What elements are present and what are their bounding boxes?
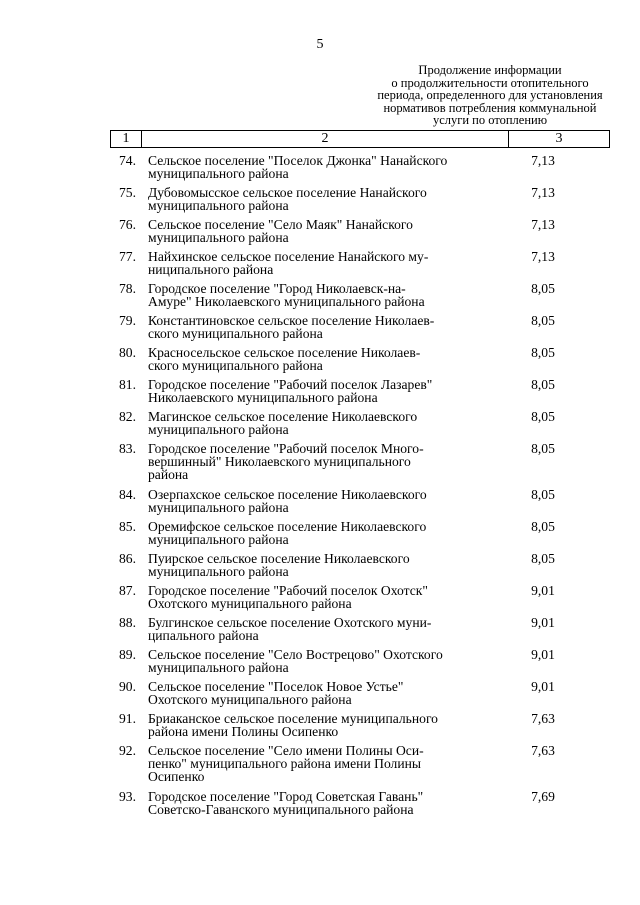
settlement-name-line: Пуирское сельское поселение Николаевского xyxy=(148,551,410,566)
settlement-name-line: Дубовомысское сельское поселение Нанайского xyxy=(148,185,427,200)
row-number: 84. xyxy=(119,487,136,502)
settlement-name-line: муниципального района xyxy=(148,230,289,245)
settlement-name-line: района имени Полины Осипенко xyxy=(148,724,339,739)
table-row xyxy=(110,712,610,738)
continuation-line: услуги по отоплению xyxy=(432,113,548,128)
settlement-name-line: муниципального района xyxy=(148,198,289,213)
header-col-name: 2 xyxy=(142,131,509,147)
settlement-name xyxy=(148,552,466,578)
settlement-name-line: Охотского муниципального района xyxy=(148,596,352,611)
continuation-note xyxy=(372,64,608,127)
header-col-value: 3 xyxy=(555,131,563,146)
settlement-name-line: Бриаканское сельское поселение муниципального xyxy=(148,711,438,726)
settlement-name xyxy=(148,378,466,404)
row-number: 93. xyxy=(119,789,136,804)
settlement-name-line: муниципального района xyxy=(148,422,289,437)
heating-period-value: 9,01 xyxy=(531,615,555,630)
settlement-name-line: Городское поселение "Рабочий поселок Много- xyxy=(148,441,424,456)
heating-period-value: 7,63 xyxy=(531,711,555,726)
settlement-name-line: Городское поселение "Рабочий поселок Лазарев" xyxy=(148,377,433,392)
settlement-name xyxy=(148,616,466,642)
table-row xyxy=(110,186,610,212)
settlement-name xyxy=(148,712,466,738)
settlement-name xyxy=(148,410,466,436)
settlement-name-line: ципального района xyxy=(148,628,259,643)
settlement-name-line: Советско-Гаванского муниципального района xyxy=(148,802,414,817)
settlement-name-line: Булгинское сельское поселение Охотского муни- xyxy=(148,615,432,630)
continuation-line: нормативов потребления коммунальной xyxy=(383,100,597,115)
heating-period-value: 8,05 xyxy=(531,441,555,456)
settlement-name-line: Магинское сельское поселение Николаевского xyxy=(148,409,418,424)
heating-period-value: 7,63 xyxy=(531,743,555,758)
settlement-name-line: Городское поселение "Рабочий поселок Охотск" xyxy=(148,583,428,598)
settlement-name xyxy=(148,314,466,340)
settlement-name-line: Озерпахское сельское поселение Николаевского xyxy=(148,487,427,502)
settlement-name xyxy=(148,442,466,481)
table-header-row xyxy=(110,130,610,148)
row-number: 79. xyxy=(119,313,136,328)
settlement-name-line: Николаевского муниципального района xyxy=(148,390,378,405)
row-number: 75. xyxy=(119,185,136,200)
row-number: 74. xyxy=(119,153,136,168)
settlement-name-line: вершинный" Николаевского муниципального xyxy=(148,454,411,469)
settlement-name xyxy=(148,744,466,783)
table-row xyxy=(110,218,610,244)
table-row xyxy=(110,648,610,674)
row-number: 83. xyxy=(119,441,136,456)
settlement-name-line: муниципального района xyxy=(148,660,289,675)
heating-period-value: 7,13 xyxy=(531,217,555,232)
heating-period-value: 8,05 xyxy=(531,519,555,534)
heating-period-value: 8,05 xyxy=(531,409,555,424)
settlement-name-line: ниципального района xyxy=(148,262,274,277)
settlement-name-line: Красносельское сельское поселение Николаев- xyxy=(148,345,421,360)
heating-period-value: 8,05 xyxy=(531,551,555,566)
settlement-name-line: муниципального района xyxy=(148,532,289,547)
settlement-name-line: Найхинское сельское поселение Нанайского му- xyxy=(148,249,429,264)
settlement-name-line: Сельское поселение "Село Маяк" Нанайского xyxy=(148,217,413,232)
table-row xyxy=(110,616,610,642)
continuation-line: Продолжение информации xyxy=(418,63,562,77)
heating-period-value: 7,13 xyxy=(531,249,555,264)
row-number: 85. xyxy=(119,519,136,534)
continuation-line: периода, определенного для установления xyxy=(377,88,603,103)
row-number: 82. xyxy=(119,409,136,424)
page-number: 5 xyxy=(316,37,324,52)
row-number: 81. xyxy=(119,377,136,392)
settlement-name-line: Охотского муниципального района xyxy=(148,692,352,707)
settlement-name xyxy=(148,680,466,706)
settlement-name-line: пенко" муниципального района имени Полины xyxy=(148,756,422,771)
heating-period-value: 9,01 xyxy=(531,583,555,598)
heating-period-value: 8,05 xyxy=(531,377,555,392)
settlement-name xyxy=(148,648,466,674)
settlement-name-line: муниципального района xyxy=(148,500,289,515)
settlement-name xyxy=(148,282,466,308)
settlement-name-line: ского муниципального района xyxy=(148,358,323,373)
row-number: 90. xyxy=(119,679,136,694)
table-row xyxy=(110,282,610,308)
table-row xyxy=(110,488,610,514)
settlement-name xyxy=(148,790,466,816)
row-number: 92. xyxy=(119,743,136,758)
settlement-name xyxy=(148,520,466,546)
table-row xyxy=(110,744,610,783)
row-number: 80. xyxy=(119,345,136,360)
table-body xyxy=(110,154,610,816)
table-row xyxy=(110,680,610,706)
row-number: 89. xyxy=(119,647,136,662)
table-row xyxy=(110,520,610,546)
heating-period-value: 8,05 xyxy=(531,313,555,328)
heating-period-value: 9,01 xyxy=(531,679,555,694)
settlement-name-line: Городское поселение "Город Николаевск-на- xyxy=(148,281,406,296)
settlement-name-line: муниципального района xyxy=(148,166,289,181)
heating-period-value: 7,13 xyxy=(531,153,555,168)
header-col-number: 1 xyxy=(111,131,142,147)
table-row xyxy=(110,250,610,276)
settlement-name-line: ского муниципального района xyxy=(148,326,323,341)
settlement-name xyxy=(148,250,466,276)
row-number: 87. xyxy=(119,583,136,598)
settlement-name xyxy=(148,218,466,244)
heating-period-value: 8,05 xyxy=(531,345,555,360)
settlement-name-line: Сельское поселение "Поселок Джонка" Нанайского xyxy=(148,153,448,168)
settlement-name-line: Сельское поселение "Поселок Новое Устье" xyxy=(148,679,404,694)
table-row xyxy=(110,584,610,610)
settlement-name-line: Амуре" Николаевского муниципального района xyxy=(148,294,425,309)
settlement-name-line: Сельское поселение "Село имени Полины Оси- xyxy=(148,743,424,758)
continuation-line: о продолжительности отопительного xyxy=(391,75,589,90)
row-number: 77. xyxy=(119,249,136,264)
table-row xyxy=(110,154,610,180)
table-row xyxy=(110,346,610,372)
heating-period-value: 8,05 xyxy=(531,487,555,502)
settlement-name-line: Осипенко xyxy=(148,769,205,784)
settlement-name-line: Константиновское сельское поселение Николаев- xyxy=(148,313,435,328)
table-row xyxy=(110,410,610,436)
heating-period-value: 9,01 xyxy=(531,647,555,662)
table-row xyxy=(110,378,610,404)
table-row xyxy=(110,552,610,578)
settlement-name xyxy=(148,584,466,610)
row-number: 88. xyxy=(119,615,136,630)
heating-period-value: 7,13 xyxy=(531,185,555,200)
settlement-name xyxy=(148,488,466,514)
settlement-name-line: района xyxy=(148,467,189,482)
settlement-name xyxy=(148,186,466,212)
settlement-name-line: Сельское поселение "Село Вострецово" Охотского xyxy=(148,647,443,662)
row-number: 76. xyxy=(119,217,136,232)
table-row xyxy=(110,442,610,481)
row-number: 86. xyxy=(119,551,136,566)
heating-period-table xyxy=(110,130,610,822)
settlement-name xyxy=(148,154,466,180)
table-row xyxy=(110,790,610,816)
settlement-name-line: Оремифское сельское поселение Николаевского xyxy=(148,519,427,534)
row-number: 78. xyxy=(119,281,136,296)
settlement-name-line: Городское поселение "Город Советская Гавань" xyxy=(148,789,424,804)
settlement-name-line: муниципального района xyxy=(148,564,289,579)
row-number: 91. xyxy=(119,711,136,726)
settlement-name xyxy=(148,346,466,372)
heating-period-value: 7,69 xyxy=(531,789,555,804)
heating-period-value: 8,05 xyxy=(531,281,555,296)
table-row xyxy=(110,314,610,340)
